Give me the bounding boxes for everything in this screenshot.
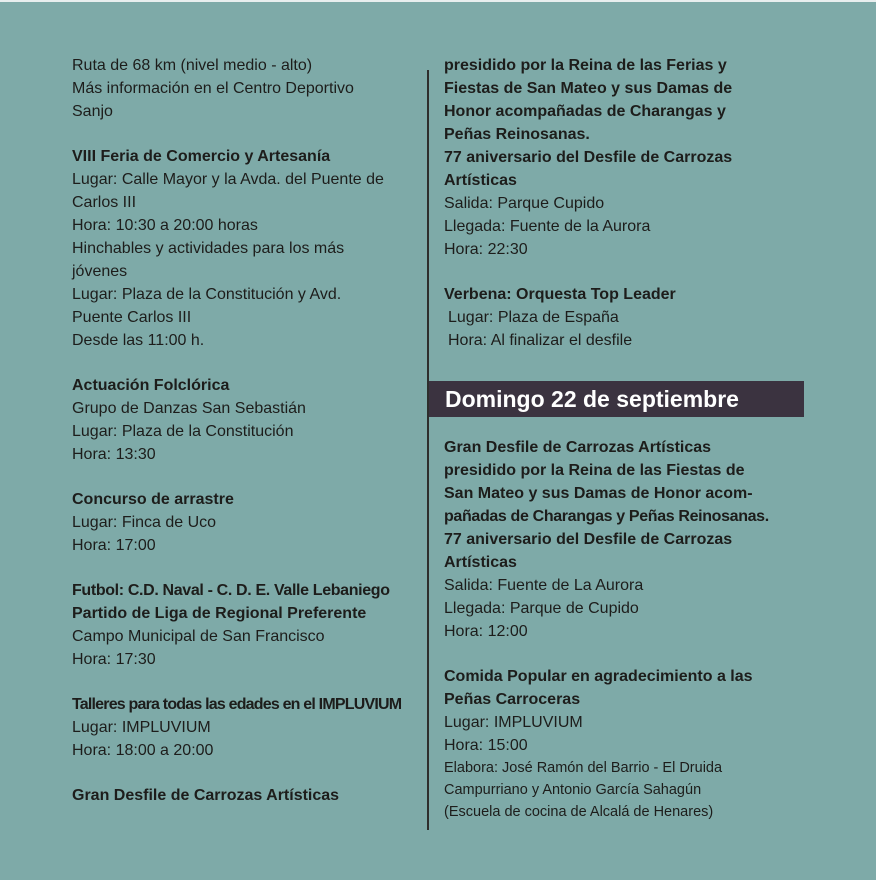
event-detail-line: Ruta de 68 km (nivel medio - alto)	[72, 57, 313, 74]
event-detail-line: Campo Municipal de San Francisco	[72, 628, 325, 645]
event-title-line: Concurso de arrastre	[72, 491, 234, 508]
right-column-bottom	[444, 436, 804, 845]
event-detail-line: Lugar: IMPLUVIUM	[444, 714, 583, 731]
event-detail-line: Hora: 17:30	[72, 651, 156, 668]
event-title-line: Gran Desfile de Carrozas Artísticas	[72, 787, 340, 804]
day-banner: Domingo 22 de septiembre	[429, 381, 804, 417]
event-detail-line: Desde las 11:00 h.	[72, 332, 205, 349]
event-title-line: Partido de Liga de Regional Preferente	[72, 605, 367, 622]
event-block	[72, 374, 422, 466]
event-title-line: presidido por la Reina de las Ferias y	[444, 57, 727, 74]
event-title-line: Verbena: Orquesta Top Leader	[444, 286, 676, 303]
event-detail-line: Lugar: IMPLUVIUM	[72, 719, 211, 736]
event-title-line: 77 aniversario del Desfile de Carrozas	[444, 149, 733, 166]
event-title-line: Comida Popular en agradecimiento a las	[444, 668, 753, 685]
event-detail-line: Hinchables y actividades para los más	[72, 240, 345, 257]
event-block	[444, 54, 804, 261]
event-title-line: presidido por la Reina de las Fiestas de	[444, 462, 745, 479]
event-block	[72, 693, 422, 762]
event-block	[444, 436, 804, 643]
event-title-line: Peñas Carroceras	[444, 691, 581, 708]
event-detail-line: Grupo de Danzas San Sebastián	[72, 400, 306, 417]
event-detail-line: Hora: 15:00	[444, 737, 528, 754]
event-title-line: Futbol: C.D. Naval - C. D. E. Valle Lebaniego	[72, 582, 390, 599]
column-divider	[427, 70, 429, 830]
event-block	[72, 579, 422, 671]
event-title-line: Gran Desfile de Carrozas Artísticas	[444, 439, 712, 456]
event-detail-line: Hora: 12:00	[444, 623, 528, 640]
event-title-line: Actuación Folclórica	[72, 377, 230, 394]
event-title-line: Artísticas	[444, 172, 517, 189]
event-block	[72, 54, 422, 123]
event-detail-line: Lugar: Plaza de la Constitución	[72, 423, 294, 440]
event-detail-line: Lugar: Finca de Uco	[72, 514, 217, 531]
event-title-line: San Mateo y sus Damas de Honor acom-	[444, 485, 753, 502]
event-block	[444, 665, 804, 823]
event-title-line: Fiestas de San Mateo y sus Damas de	[444, 80, 733, 97]
event-title-line: Artísticas	[444, 554, 517, 571]
event-detail-line: Hora: 18:00 a 20:00	[72, 742, 214, 759]
event-detail-line: Más información en el Centro Deportivo	[72, 80, 354, 97]
event-detail-line: Hora: 22:30	[444, 241, 528, 258]
event-block	[72, 488, 422, 557]
event-detail-line: Hora: 13:30	[72, 446, 156, 463]
event-detail-line: Llegada: Parque de Cupido	[444, 600, 639, 617]
event-detail-line: Lugar: Plaza de la Constitución y Avd.	[72, 286, 342, 303]
event-title-line: VIII Feria de Comercio y Artesanía	[72, 148, 331, 165]
event-title-line: 77 aniversario del Desfile de Carrozas	[444, 531, 733, 548]
event-detail-line: Elabora: José Ramón del Barrio - El Druida	[444, 760, 723, 776]
left-column	[72, 54, 422, 829]
event-block	[72, 145, 422, 352]
event-detail-line: (Escuela de cocina de Alcalá de Henares)	[444, 804, 714, 820]
event-detail-line: Puente Carlos III	[72, 309, 192, 326]
event-detail-line: Hora: Al finalizar el desfile	[448, 332, 633, 349]
event-block	[444, 283, 804, 352]
event-detail-line: Salida: Fuente de La Aurora	[444, 577, 644, 594]
event-detail-line: Hora: 10:30 a 20:00 horas	[72, 217, 258, 234]
event-title-line: Talleres para todas las edades en el IMPLUVIUM	[72, 696, 402, 713]
event-title-line: Peñas Reinosanas.	[444, 126, 590, 143]
event-detail-line: Salida: Parque Cupido	[444, 195, 605, 212]
event-detail-line: Hora: 17:00	[72, 537, 156, 554]
event-title-line: Honor acompañadas de Charangas y	[444, 103, 726, 120]
event-detail-line: Campurriano y Antonio García Sahagún	[444, 782, 702, 798]
event-block	[72, 784, 422, 807]
event-detail-line: Lugar: Plaza de España	[448, 309, 619, 326]
event-detail-line: Carlos III	[72, 194, 137, 211]
event-detail-line: Llegada: Fuente de la Aurora	[444, 218, 651, 235]
event-title-line: pañadas de Charangas y Peñas Reinosanas.	[444, 508, 769, 525]
event-detail-line: Lugar: Calle Mayor y la Avda. del Puente de	[72, 171, 384, 188]
event-detail-line: Sanjo	[72, 103, 113, 120]
event-detail-line: jóvenes	[72, 263, 128, 280]
right-column-top	[444, 54, 804, 374]
top-border	[0, 0, 876, 2]
